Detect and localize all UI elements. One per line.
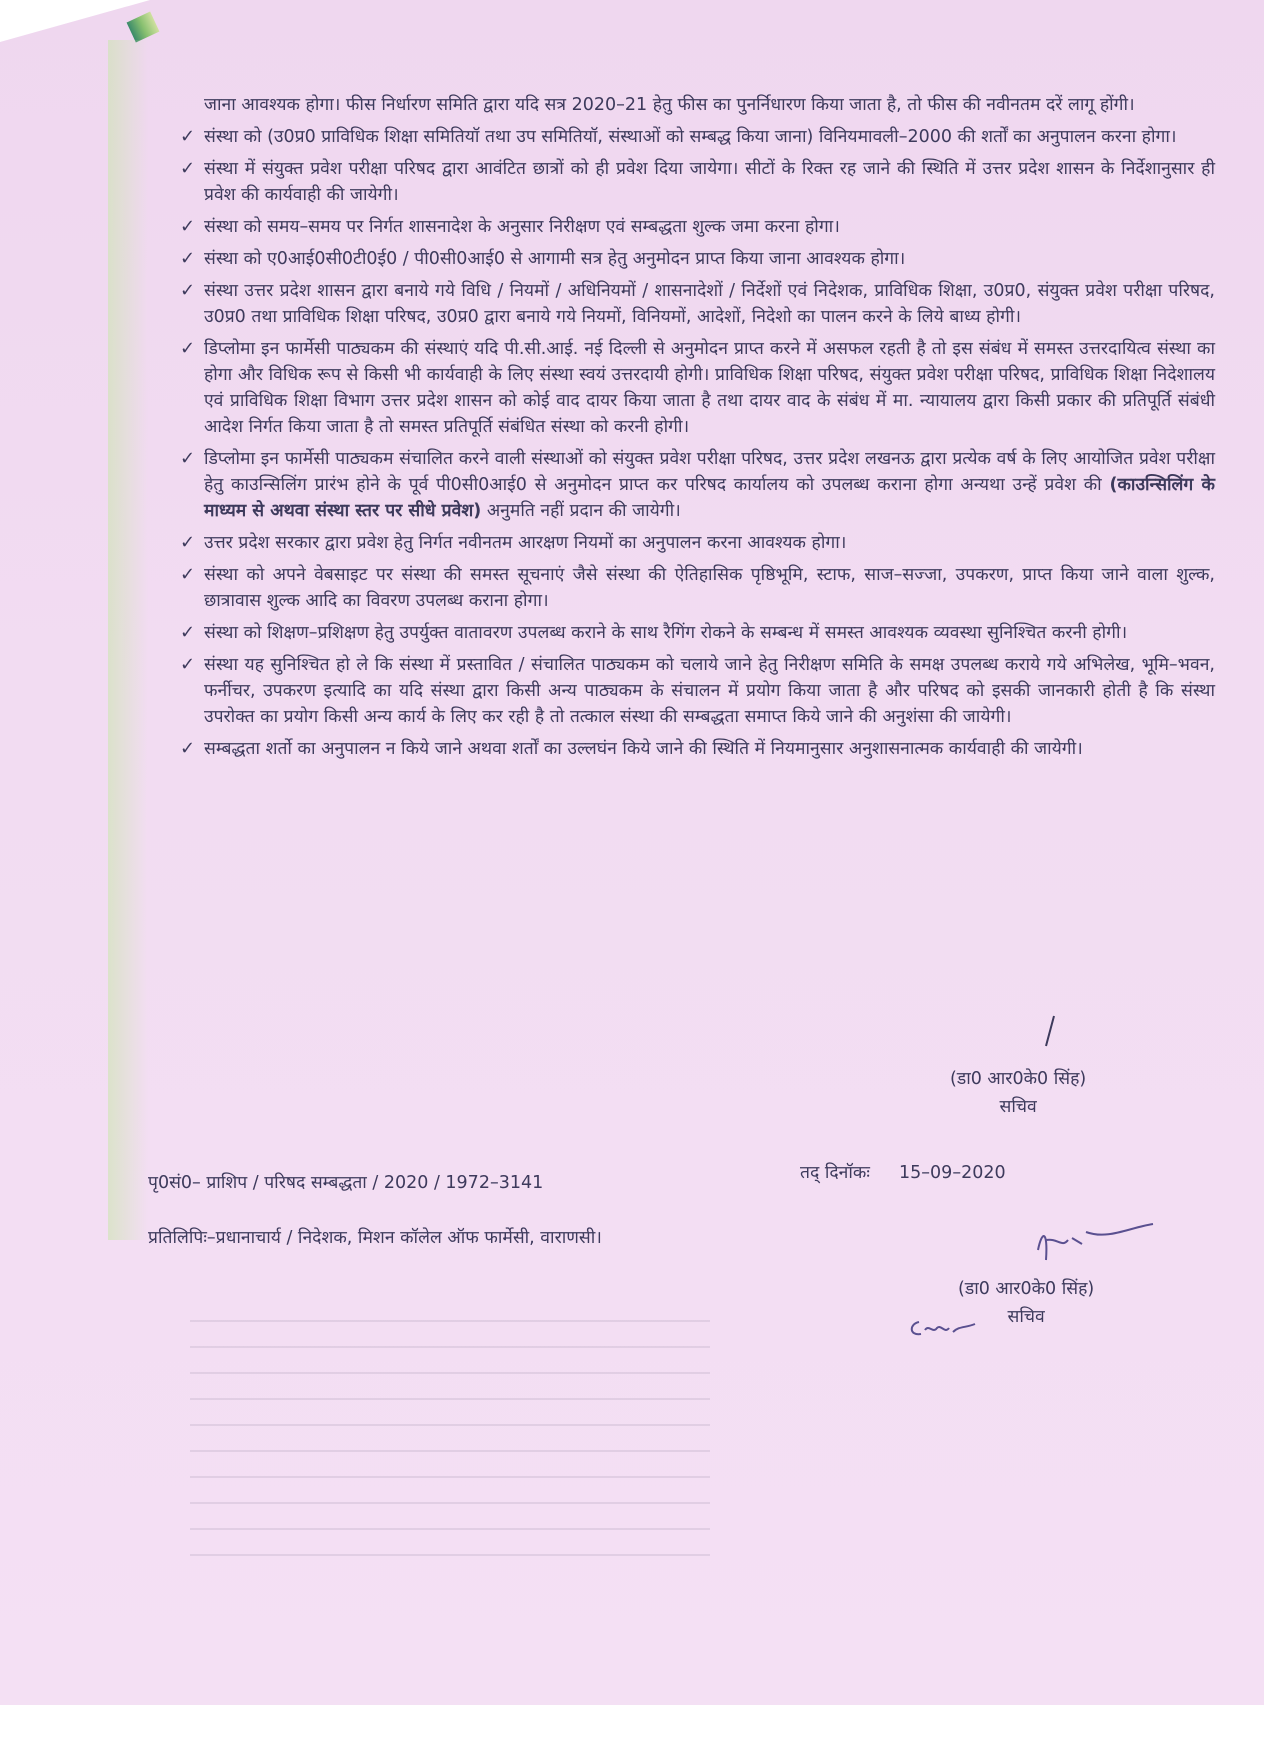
condition-item — [180, 446, 1215, 524]
scan-edge-tint — [108, 40, 148, 1240]
conditions-list — [180, 124, 1215, 762]
condition-text: संस्था उत्तर प्रदेश शासन द्वारा बनाये गये विधि / नियमों / अधिनियमों / शासनादेशों / निर्देशों एवं निदेशक, प्राविधिक शिक्षा, उ0प्र0, संयुक्त प्रवेश परीक्षा परिषद, उ0प्र0 तथा प्राविधिक शिक्षा परिषद, उ0प्र0 द्वारा बनाये गये नियमों, विनियमों, आदेशों, निदेशो का पालन करने के लिये बाध्य होगी। — [204, 281, 1215, 327]
condition-text: संस्था को समय–समय पर निर्गत शासनादेश के अनुसार निरीक्षण एवं सम्बद्धता शुल्क जमा करना होगा। — [204, 217, 840, 237]
show-through-text — [190, 1320, 710, 1580]
check-icon: ✓ — [180, 280, 196, 301]
handwritten-tick-mark — [1040, 1012, 1060, 1052]
handwritten-initials — [905, 1310, 985, 1344]
condition-text: उत्तर प्रदेश सरकार द्वारा प्रवेश हेतु निर्गत नवीनतम आरक्षण नियमों का अनुपालन करना आवश्यक होगा। — [204, 533, 847, 553]
reference-number: पृ0सं0– प्राशिप / परिषद सम्बद्धता / 2020 / 1972–3141 — [148, 1173, 544, 1193]
condition-item — [180, 736, 1215, 762]
condition-item — [180, 214, 1215, 240]
check-icon: ✓ — [180, 126, 196, 147]
check-icon: ✓ — [180, 622, 196, 643]
date-line — [800, 1160, 1006, 1184]
check-icon: ✓ — [180, 564, 196, 585]
condition-item — [180, 336, 1215, 440]
condition-text: संस्था को (उ0प्र0 प्राविधिक शिक्षा समितियॉ तथा उप समितियॉ, संस्थाओं को सम्बद्ध किया जाना) विनियमावली–2000 की शर्तों का अनुपालन करना होगा। — [204, 127, 1177, 147]
condition-item — [180, 246, 1215, 272]
check-icon: ✓ — [180, 338, 196, 359]
check-icon: ✓ — [180, 532, 196, 553]
condition-text: सम्बद्धता शर्तो का अनुपालन न किये जाने अथवा शर्तों का उल्लघंन किये जाने की स्थिति में नियमानुसार अनुशासनात्मक कार्यवाही की जायेगी। — [204, 739, 1083, 759]
copy-to-line: प्रतिलिपिः–प्रधानाचार्य / निदेशक, मिशन कॉलेल ऑफ फार्मेसी, वाराणसी। — [148, 1228, 602, 1248]
condition-item — [180, 278, 1215, 330]
condition-bold-text: (काउन्सिलिंग के माध्यम से अथवा संस्था स्तर पर सीधे प्रवेश) — [204, 475, 1215, 521]
condition-item — [180, 652, 1215, 730]
signatory-title: सचिव — [999, 1097, 1037, 1117]
condition-text: संस्था को अपने वेबसाइट पर संस्था की समस्त सूचनाएं जैसे संस्था की ऐतिहासिक पृष्ठिभूमि, स्टाफ, साज–सज्जा, उपकरण, प्राप्त किया जाने वाला शुल्क, छात्रावास शुल्क आदि का विवरण उपलब्ध कराना होगा। — [204, 565, 1215, 611]
signatory-name: (डा0 आर0के0 सिंह) — [950, 1069, 1087, 1089]
condition-text: संस्था में संयुक्त प्रवेश परीक्षा परिषद द्वारा आवंटित छात्रों को ही प्रवेश दिया जायेगा। सीटों के रिक्त रह जाने की स्थिति में उत्तर प्रदेश शासन के निर्देशानुसार ही प्रवेश की कार्यवाही की जायेगी। — [204, 159, 1215, 205]
signatory-title: सचिव — [1007, 1307, 1045, 1327]
condition-text: संस्था को शिक्षण–प्रशिक्षण हेतु उपर्युक्त वातावरण उपलब्ध कराने के साथ रैगिंग रोकने के सम्बन्ध में समस्त आवश्यक व्यवस्था सुनिश्चित करनी होगी। — [204, 623, 1128, 643]
document-body — [180, 92, 1215, 768]
condition-text: संस्था यह सुनिश्चित हो ले कि संस्था में प्रस्तावित / संचालित पाठ्यकम को चलाये जाने हेतु निरीक्षण समिति के समक्ष उपलब्ध कराये गये अभिलेख, भूमि–भवन, फर्नीचर, उपकरण इत्यादि का यदि संस्था द्वारा किसी अन्य पाठ्यकम के संचालन में प्रयोग किया जाता है और परिषद को इसकी जानकारी होती है कि संस्था उपरोक्त का प्रयोग किसी अन्य कार्य के लिए कर रही है तो तत्काल संस्था की सम्बद्धता समाप्त किये जाने की अनुशंसा की जायेगी। — [204, 655, 1215, 727]
check-icon: ✓ — [180, 216, 196, 237]
condition-item — [180, 530, 1215, 556]
condition-text: संस्था को ए0आई0सी0टी0ई0 / पी0सी0आई0 से आगामी सत्र हेतु अनुमोदन प्राप्त किया जाना आवश्यक होगा। — [204, 249, 906, 269]
check-icon: ✓ — [180, 738, 196, 759]
condition-text: डिप्लोमा इन फार्मेसी पाठ्यकम संचालित करने वाली संस्थाओं को संयुक्त प्रवेश परीक्षा परिषद, उत्तर प्रदेश लखनऊ द्वारा प्रत्येक वर्ष के लिए आयोजित प्रवेश परीक्षा हेतु काउन्सिलिंग प्रारंभ होने के पूर्व पी0सी0आई0 से अनुमोदन प्राप्त कर परिषद कार्यालय को उपलब्ध कराना होगा अन्यथा उन्हें प्रवेश की — [204, 449, 1215, 495]
check-icon: ✓ — [180, 158, 196, 179]
date-label: तद् दिनॉकः — [800, 1163, 870, 1183]
condition-item — [180, 124, 1215, 150]
intro-paragraph: जाना आवश्यक होगा। फीस निर्धारण समिति द्वारा यदि सत्र 2020–21 हेतु फीस का पुनर्निधारण किया जाता है, तो फीस की नवीनतम दरें लागू होंगी। — [204, 95, 1135, 115]
date-value: 15–09–2020 — [899, 1163, 1006, 1183]
check-icon: ✓ — [180, 248, 196, 269]
condition-tail-text: अनुमति नहीं प्रदान की जायेगी। — [481, 501, 681, 521]
check-icon: ✓ — [180, 448, 196, 469]
condition-item — [180, 620, 1215, 646]
handwritten-signature — [1028, 1210, 1158, 1280]
signatory-name: (डा0 आर0के0 सिंह) — [958, 1279, 1095, 1299]
condition-item — [180, 562, 1215, 614]
signature-block-1 — [950, 1065, 1086, 1121]
condition-text: डिप्लोमा इन फार्मेसी पाठ्यकम की संस्थाएं यदि पी.सी.आई. नई दिल्ली से अनुमोदन प्राप्त करने में असफल रहती है तो इस संबंध में समस्त उत्तरदायित्व संस्था का होगा और विधिक रूप से किसी भी कार्यवाही के लिए संस्था स्वयं उत्तरदायी होगी। प्राविधिक शिक्षा परिषद, संयुक्त प्रवेश परीक्षा परिषद, प्राविधिक शिक्षा निदेशालय एवं प्राविधिक शिक्षा विभाग उत्तर प्रदेश शासन को कोई वाद दायर किया जाता है तथा दायर वाद के संबंध में मा. न्यायालय द्वारा किसी प्रकार की प्रतिपूर्ति संबंधी आदेश निर्गत किया जाता है तो समस्त प्रतिपूर्ति संबंधित संस्था को करनी होगी। — [204, 339, 1215, 437]
condition-item — [180, 156, 1215, 208]
check-icon: ✓ — [180, 654, 196, 675]
scan-bottom-margin — [0, 1705, 1264, 1753]
